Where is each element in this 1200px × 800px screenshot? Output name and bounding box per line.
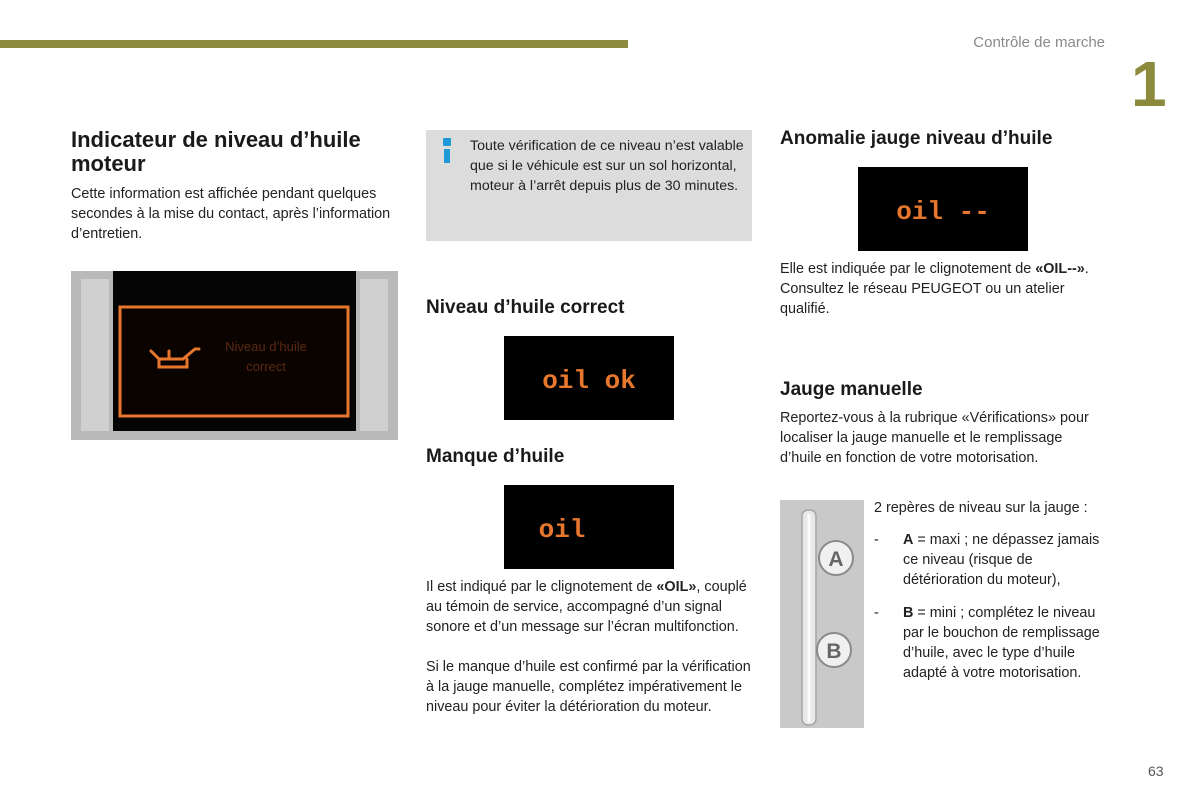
lcd-oil-text: oil (538, 515, 586, 545)
marks-list (874, 530, 1114, 695)
info-icon (440, 138, 454, 163)
lcd-oil-dashes (858, 167, 1028, 251)
mark-b-icon (817, 633, 851, 667)
page-title: Indicateur de niveau d’huile moteur (71, 127, 361, 176)
heading-dipstick: Jauge manuelle (780, 379, 923, 400)
header-bar (0, 40, 628, 48)
gauge-fault-text: Elle est indiquée par le clignotement de «OIL--». Consultez le réseau PEUGEOT ou un atelier qualifié. (780, 261, 1089, 318)
mark-a-item: - A = maxi ; ne dépassez jamais ce niveau (risque de détérioration du moteur), (874, 532, 1100, 589)
dipstick-text: Reportez-vous à la rubrique «Vérifications» pour localiser la jauge manuelle et le remplissage d’huile en fonction de votre motorisation. (780, 410, 1089, 467)
gauge-label-b: B (826, 640, 842, 663)
info-text: Toute vérification de ce niveau n’est valable que si le véhicule est sur un sol horizontal, moteur à l’arrêt depuis plus de 30 minutes. (470, 138, 744, 195)
section-title: Contrôle de marche (973, 34, 1105, 51)
low-oil-text-1: Il est indiqué par le clignotement de «OIL», couplé au témoin de service, accompagné d’un signal sonore et d’un message sur l’écran multifonction. (426, 579, 747, 636)
dipstick-image (780, 500, 864, 728)
page-number: 63 (1148, 763, 1164, 779)
lcd-message-line2: correct (246, 359, 286, 374)
dashboard-display-image (71, 271, 398, 440)
gauge-label-a: A (828, 548, 844, 571)
heading-gauge-fault: Anomalie jauge niveau d’huile (780, 128, 1053, 149)
chapter-number: 1 (1131, 48, 1167, 120)
lcd-oil-ok-text: oil ok (542, 366, 636, 396)
lcd-message-line1: Niveau d’huile (225, 339, 307, 354)
heading-oil-correct: Niveau d’huile correct (426, 297, 625, 318)
low-oil-text-2: Si le manque d’huile est confirmé par la vérification à la jauge manuelle, complétez impérativement le niveau pour éviter la détérioration du moteur. (426, 659, 751, 716)
lcd-oil (504, 485, 674, 569)
intro-text: Cette information est affichée pendant quelques secondes à la mise du contact, après l’information d’entretien. (71, 186, 391, 243)
lcd-oil-ok (504, 336, 674, 420)
marks-intro: 2 repères de niveau sur la jauge : (874, 500, 1088, 516)
lcd-oil-dashes-text: oil -- (896, 197, 990, 227)
heading-low-oil: Manque d’huile (426, 446, 565, 467)
mark-a-icon (819, 541, 853, 575)
mark-b-item: - B = mini ; complétez le niveau par le bouchon de remplissage d’huile, avec le type d’huile adapté à votre motorisation. (874, 604, 1100, 682)
